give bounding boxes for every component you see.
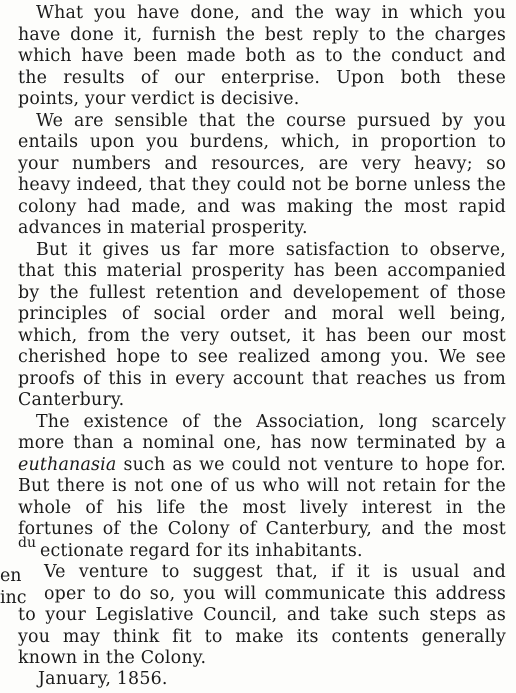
text-line: We are sensible that the course pursued by you xyxy=(36,110,506,131)
text-line: heavy indeed, that they could not be borne unless the xyxy=(18,175,506,195)
margin-fragment-inc: inc xyxy=(0,588,27,608)
text-line: advances in material prosperity. xyxy=(18,218,308,238)
text-line: points, your verdict is decisive. xyxy=(18,89,300,109)
text-line: fortunes of the Colony of Canterbury, and the most xyxy=(18,519,506,539)
text-line: But it gives us far more satisfaction to observe, xyxy=(36,239,506,260)
text-line: more than a nominal one, has now terminated by a xyxy=(18,433,506,453)
margin-fragment-en: en xyxy=(0,566,22,586)
text-line: by the fullest retention and developement of those xyxy=(18,282,506,303)
text-line: Ve venture to suggest that, if it is usual and xyxy=(44,562,506,582)
text-line: What you have done, and the way in which you xyxy=(36,3,506,23)
text-line: oper to do so, you will communicate this address xyxy=(44,583,506,604)
text-line: Canterbury. xyxy=(18,390,125,410)
document-date: January, 1856. xyxy=(38,669,168,689)
text-line: proofs of this in every account that reaches us from xyxy=(18,368,506,389)
text-line: whole of his life the most lively interest in the xyxy=(18,497,506,518)
text-line: colony had made, and was making the most rapid xyxy=(18,196,506,217)
text-line: which, from the very outset, it has been our most xyxy=(18,325,506,346)
text-line: The existence of the Association, long scarcely xyxy=(36,411,506,432)
emphasized-word: euthanasia xyxy=(18,454,117,475)
margin-fragment-du: du xyxy=(18,535,36,551)
text-line: But there is not one of us who will not retain for the xyxy=(18,476,506,496)
text-line: euthanasia such as we could not venture to hope for. xyxy=(18,454,506,475)
text-line: the results of our enterprise. Upon both these xyxy=(18,67,506,88)
text-line: you may think fit to make its contents generally xyxy=(18,626,506,647)
text-line: principles of social order and moral well being, xyxy=(18,304,506,324)
text-line: known in the Colony. xyxy=(18,648,207,668)
text-line: have done it, furnish the best reply to the charges xyxy=(18,24,506,45)
text-line: to your Legislative Council, and take such steps as xyxy=(18,605,506,625)
text-line: which have been made both as to the conduct and xyxy=(18,46,506,66)
text-line: cherished hope to see realized among you. We see xyxy=(18,347,506,367)
text-line: ectionate regard for its inhabitants. xyxy=(40,540,363,561)
text-line: that this material prosperity has been accompanied xyxy=(18,261,506,281)
text-line: your numbers and resources, are very heavy; so xyxy=(18,153,506,174)
text-line: entails upon you burdens, which, in proportion to xyxy=(18,132,506,152)
